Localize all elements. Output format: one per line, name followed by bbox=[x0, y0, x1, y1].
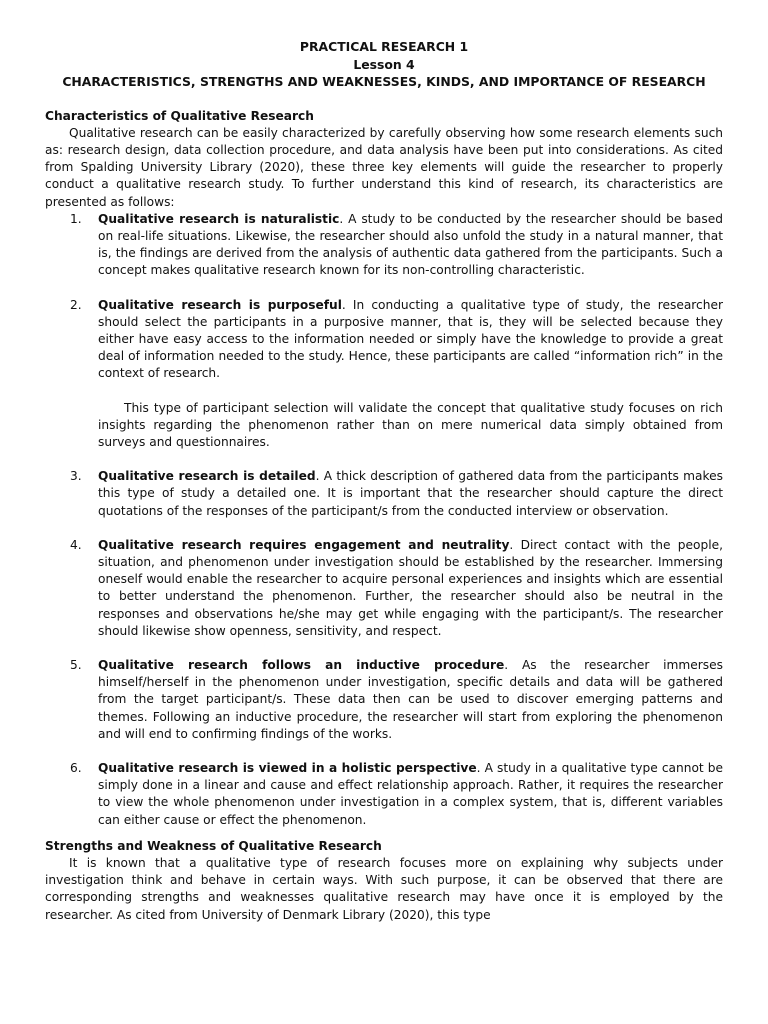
course-title: PRACTICAL RESEARCH 1 bbox=[299, 39, 469, 54]
characteristics-list bbox=[45, 211, 723, 829]
list-item-number: 3. bbox=[70, 469, 82, 484]
list-item-heading: Qualitative research is viewed in a holistic perspective bbox=[98, 761, 477, 775]
list-item-number: 6. bbox=[70, 761, 82, 775]
list-item-heading: Qualitative research is detailed bbox=[98, 469, 316, 484]
lesson-title: CHARACTERISTICS, STRENGTHS AND WEAKNESSES, KINDS, AND IMPORTANCE OF RESEARCH bbox=[62, 74, 706, 89]
list-item-text: . As the researcher immerses himself/herself in the phenomenon under investigation, specific details and data will be gathered from the target participant/s. These data then can be used to discover emerging patterns and themes. Following an inductive procedure, the researcher will start from exploring the phenomenon and will end to confirming findings of the works. bbox=[98, 657, 724, 741]
list-item-number: 1. bbox=[70, 211, 82, 226]
list-item-heading: Qualitative research is naturalistic bbox=[98, 211, 340, 226]
list-item-number: 5. bbox=[70, 657, 82, 672]
list-item-subparagraph: This type of participant selection will validate the concept that qualitative study focuses on rich insights regarding the phenomenon rather than on mere numerical data simply obtained from surveys and questionnaires. bbox=[98, 400, 723, 449]
list-item bbox=[45, 468, 723, 520]
list-item bbox=[45, 760, 723, 829]
list-item-number: 2. bbox=[70, 297, 82, 312]
list-item-text: . In conducting a qualitative type of study, the researcher should select the participants in a purposive manner, that is, they will be selected because they either have easy access to the information needed or simply have the knowledge to provide a great deal of information needed to the study. Hence, these participants are called “information rich” in the context of research. bbox=[98, 297, 723, 381]
list-item bbox=[45, 537, 723, 640]
section-heading-strengths: Strengths and Weakness of Qualitative Research bbox=[45, 838, 382, 853]
document-header bbox=[45, 38, 723, 91]
list-item bbox=[45, 657, 723, 743]
list-item bbox=[45, 211, 723, 280]
list-item-number: 4. bbox=[70, 537, 82, 552]
section-intro-paragraph: Qualitative research can be easily characterized by carefully observing how some research elements such as: research design, data collection procedure, and data analysis have been put into considerations. As cited from Spalding University Library (2020), these three key elements will guide the researcher to properly conduct a qualitative research study. To further understand this kind of research, its characteristics are presented as follows: bbox=[45, 125, 723, 209]
list-item-heading: Qualitative research follows an inductive procedure bbox=[98, 657, 505, 672]
list-item-text: . A study to be conducted by the researcher should be based on real-life situations. Likewise, the researcher should also unfold the study in a natural manner, that is, the findings are derived from the analysis of authentic data gathered from the participants. Such a concept makes qualitative research known for its non-controlling characteristic. bbox=[98, 211, 723, 278]
list-item-heading: Qualitative research requires engagement and neutrality bbox=[98, 537, 510, 552]
list-item-heading: Qualitative research is purposeful bbox=[98, 297, 342, 312]
section-heading-characteristics: Characteristics of Qualitative Research bbox=[45, 108, 314, 123]
section-intro-paragraph: It is known that a qualitative type of research focuses more on explaining why subjects under investigation think and behave in certain ways. With such purpose, it can be observed that there are corresponding strengths and weaknesses qualitative research may have once it is employed by the researcher. As cited from University of Denmark Library (2020), this type bbox=[45, 856, 723, 922]
section-strengths-weaknesses bbox=[45, 838, 723, 924]
lesson-label: Lesson 4 bbox=[353, 56, 415, 72]
list-item-text: . A thick description of gathered data from the participants makes this type of study a detailed one. It is important that the researcher should capture the direct quotations of the responses of the participant/s from the conducted interview or observation. bbox=[98, 469, 723, 518]
list-item-text: . A study in a qualitative type cannot be simply done in a linear and cause and effect relationship approach. Rather, it requires the researcher to view the whole phenomenon under investigation in a complex system, that is, different variables can either cause or effect the phenomenon. bbox=[98, 761, 723, 827]
list-item-text: . Direct contact with the people, situation, and phenomenon under investigation should be established by the researcher. Immersing oneself would enable the researcher to acquire personal experiences and insights which are essential to better understand the phenomenon. Further, the researcher should also be neutral in the responses and observations he/she may get while engaging with the participant/s. The researcher should likewise show openness, sensitivity, and respect. bbox=[98, 537, 723, 638]
list-item bbox=[45, 297, 723, 452]
